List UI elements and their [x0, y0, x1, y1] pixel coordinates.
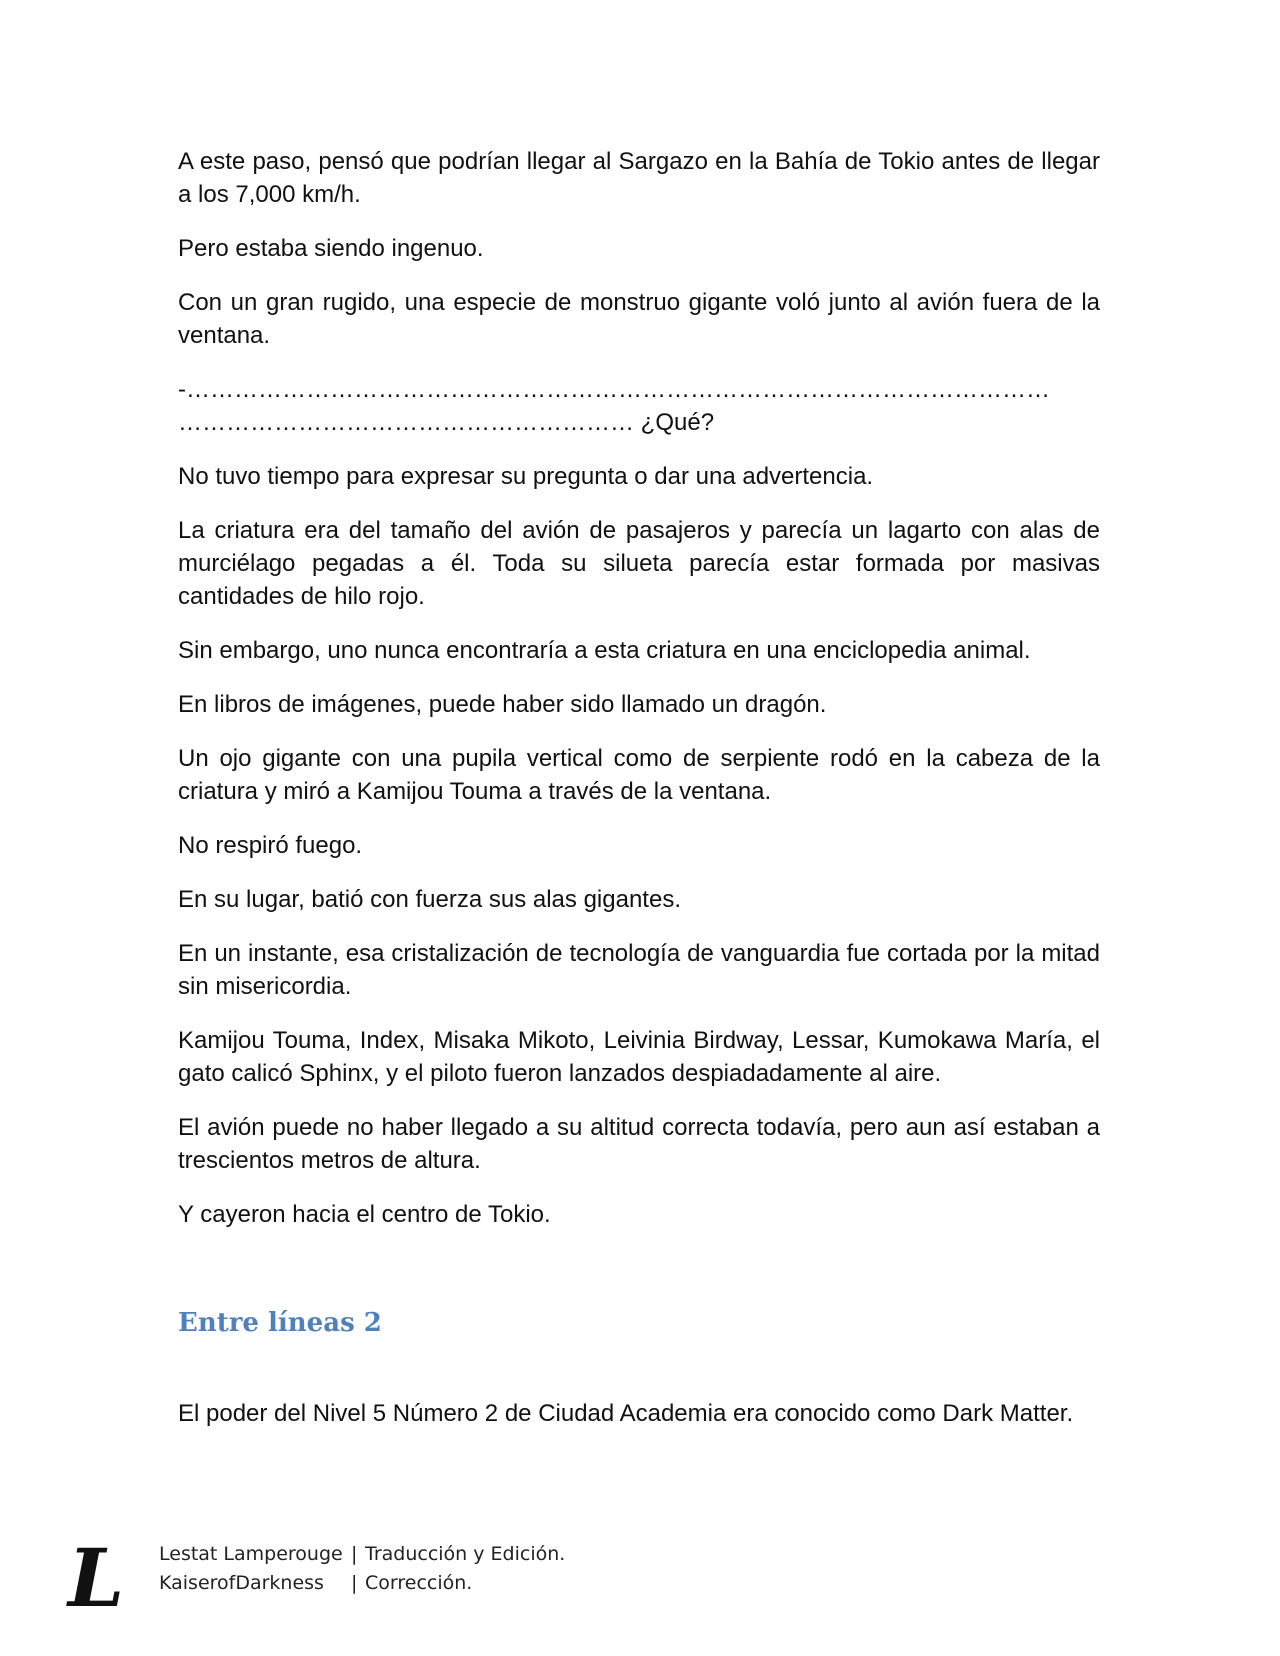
paragraph: Y cayeron hacia el centro de Tokio. — [178, 1201, 551, 1228]
separator: | — [351, 1572, 358, 1594]
translator-role: Traducción y Edición. — [365, 1543, 566, 1565]
corrector-role: Corrección. — [365, 1572, 473, 1594]
separator: | — [351, 1543, 358, 1565]
footer-lines — [159, 1540, 565, 1598]
svg-text:L: L — [68, 1542, 125, 1616]
footer-line-translator — [159, 1540, 565, 1569]
gothic-l-logo-icon — [66, 1542, 128, 1616]
paragraph: Pero estaba siendo ingenuo. — [178, 235, 484, 262]
footer-line-corrector — [159, 1569, 565, 1598]
paragraph: El avión puede no haber llegado a su altitud correcta todavía, pero aun así estaban a trescientos metros de altura. — [178, 1114, 1100, 1174]
translator-name: Lestat Lamperouge — [159, 1543, 343, 1565]
paragraph: No tuvo tiempo para expresar su pregunta o dar una advertencia. — [178, 463, 874, 490]
paragraph: A este paso, pensó que podrían llegar al Sargazo en la Bahía de Tokio antes de llegar a los 7,000 km/h. — [178, 148, 1100, 208]
section-heading: Entre líneas 2 — [178, 1308, 382, 1338]
paragraph: La criatura era del tamaño del avión de pasajeros y parecía un lagarto con alas de murciélago pegadas a él. Toda su silueta parecía estar formada por masivas cantidades de hilo rojo. — [178, 517, 1100, 610]
paragraph: En su lugar, batió con fuerza sus alas gigantes. — [178, 886, 681, 913]
paragraph: Sin embargo, uno nunca encontraría a esta criatura en una enciclopedia animal. — [178, 637, 1031, 664]
ellipsis-line-2: ………………………………………………… ¿Qué? — [178, 409, 715, 436]
footer-credits — [66, 1540, 766, 1620]
ellipsis-line-1: -……………………………………………………………………………………………… — [178, 376, 1050, 403]
body-text — [178, 145, 1100, 1252]
ellipsis-dialogue — [178, 373, 1100, 439]
paragraph: No respiró fuego. — [178, 832, 363, 859]
paragraph: En libros de imágenes, puede haber sido llamado un dragón. — [178, 691, 827, 718]
paragraph: Un ojo gigante con una pupila vertical como de serpiente rodó en la cabeza de la criatura y miró a Kamijou Touma a través de la ventana. — [178, 745, 1100, 805]
paragraph: Kamijou Touma, Index, Misaka Mikoto, Leivinia Birdway, Lessar, Kumokawa María, el gato calicó Sphinx, y el piloto fueron lanzados despiadadamente al aire. — [178, 1027, 1100, 1087]
paragraph: Con un gran rugido, una especie de monstruo gigante voló junto al avión fuera de la ventana. — [178, 289, 1100, 349]
corrector-name: KaiserofDarkness — [159, 1572, 324, 1594]
paragraph: El poder del Nivel 5 Número 2 de Ciudad Academia era conocido como Dark Matter. — [178, 1400, 1074, 1427]
paragraph: En un instante, esa cristalización de tecnología de vanguardia fue cortada por la mitad sin misericordia. — [178, 940, 1100, 1000]
